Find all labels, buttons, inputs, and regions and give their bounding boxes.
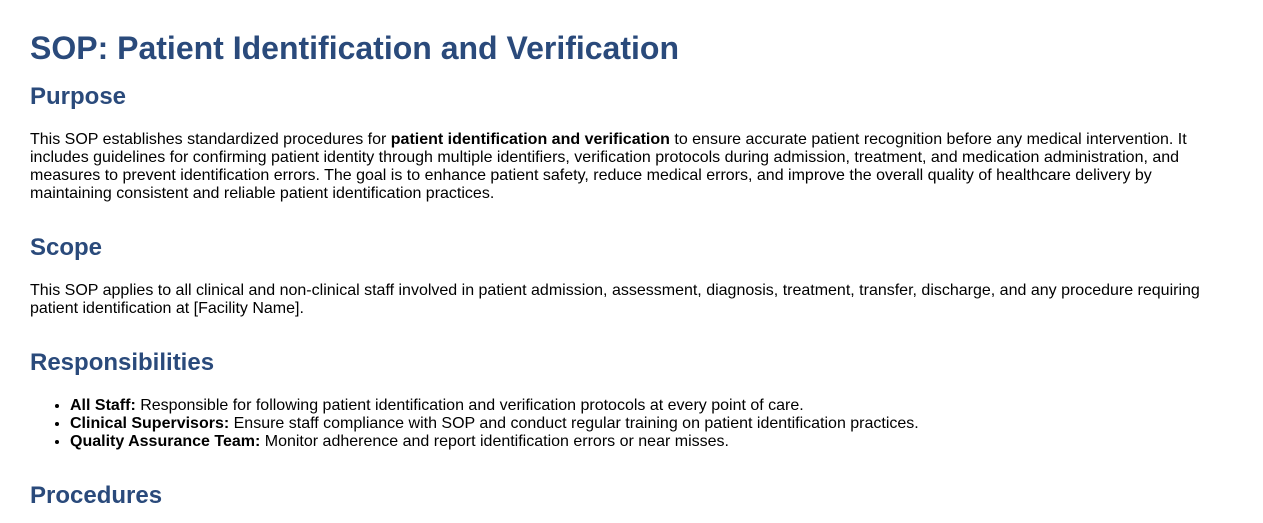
purpose-heading: Purpose	[30, 83, 127, 110]
responsibilities-list	[30, 397, 1233, 451]
list-item	[70, 415, 1233, 433]
responsibilities-heading: Responsibilities	[30, 349, 215, 376]
role-description: Responsible for following patient identification and verification protocols at every point of care.	[135, 397, 804, 414]
procedures-heading: Procedures	[30, 482, 163, 509]
purpose-text-before: This SOP establishes standardized procedures for	[30, 131, 391, 148]
role-label: Quality Assurance Team:	[70, 433, 261, 450]
scope-heading: Scope	[30, 234, 103, 261]
purpose-text-after: to ensure accurate patient recognition before any medical intervention. It includes guidelines for confirming patient identity through multiple identifiers, verification protocols during admission, treatment, and medication administration, and measures to prevent identification errors. The goal is to enhance patient safety, reduce medical errors, and improve the overall quality of healthcare delivery by maintaining consistent and reliable patient identification practices.	[30, 131, 1187, 202]
role-label: All Staff:	[70, 397, 136, 414]
purpose-paragraph	[30, 131, 1233, 203]
list-item	[70, 397, 1233, 415]
role-description: Monitor adherence and report identification errors or near misses.	[260, 433, 729, 450]
role-label: Clinical Supervisors:	[70, 415, 230, 432]
scope-paragraph: This SOP applies to all clinical and non-clinical staff involved in patient admission, assessment, diagnosis, treatment, transfer, discharge, and any procedure requiring patient identification at [Facility Name].	[30, 282, 1200, 317]
list-item	[70, 433, 1233, 451]
page-title: SOP: Patient Identification and Verification	[30, 30, 679, 66]
role-description: Ensure staff compliance with SOP and conduct regular training on patient identification practices.	[229, 415, 919, 432]
purpose-bold-phrase: patient identification and verification	[390, 131, 670, 148]
